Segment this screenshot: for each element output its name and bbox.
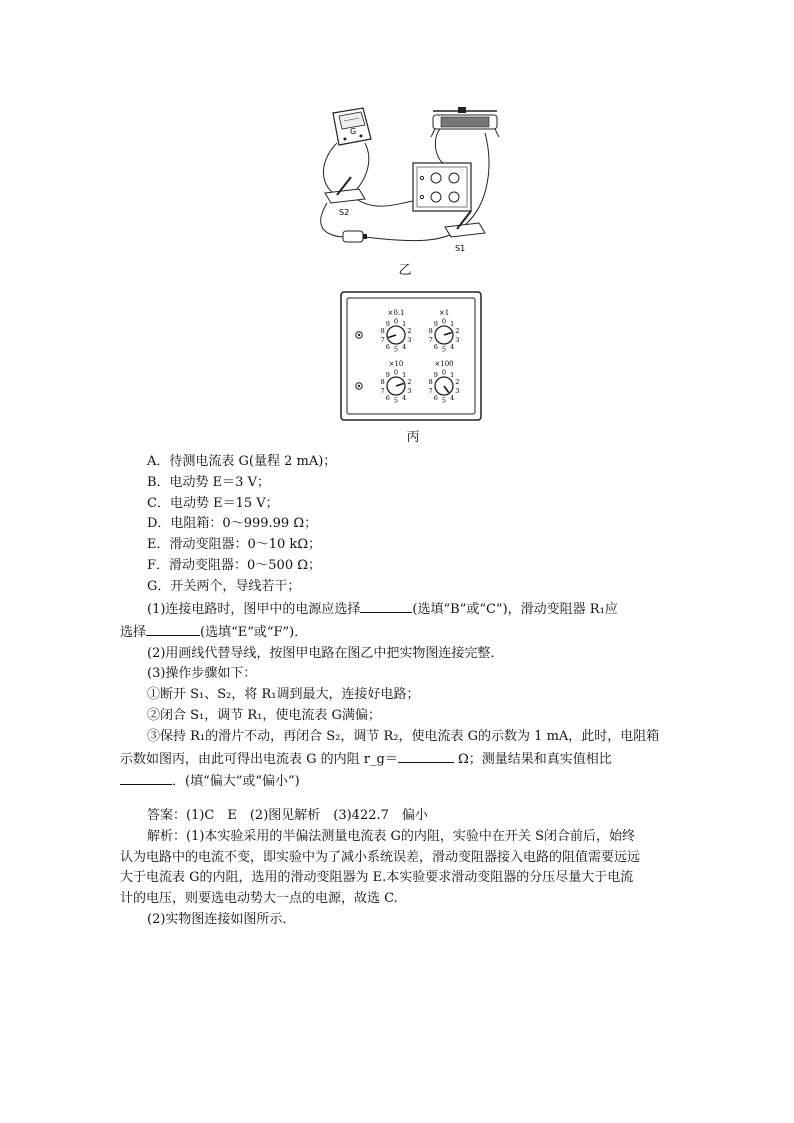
dial-digit: 5	[393, 345, 399, 354]
option-c: C．电动势 E＝15 V；	[147, 495, 279, 511]
wire	[355, 143, 369, 191]
analysis-line: 计的电压，则要选电动势大一点的电源，故选 C.	[120, 891, 398, 907]
dial-digit: 2	[407, 378, 412, 387]
analysis-line: 解析：(1)本实验采用的半偏法测量电流表 G的内阻，实验中在开关 S闭合前后，始终	[147, 828, 635, 844]
questions	[120, 598, 710, 793]
dial-digit: 6	[385, 393, 390, 402]
dial-digit: 8	[380, 378, 385, 387]
battery	[343, 231, 367, 242]
dial-digit: 0	[441, 368, 447, 377]
dial-digit: 9	[385, 320, 390, 329]
dial-multiplier-label: ×100	[434, 360, 454, 368]
answer-section	[120, 806, 710, 931]
dial-digit: 1	[402, 320, 407, 329]
question-3-step1: ①断开 S₁、S₂，将 R₁调到最大，连接好电路；	[147, 687, 420, 703]
dial-digit: 6	[433, 342, 438, 351]
option-d: D．电阻箱：0～999.99 Ω；	[147, 516, 318, 532]
galvanometer	[333, 108, 371, 145]
dial-digit: 4	[402, 342, 407, 351]
dial-multiplier-label: ×10	[388, 360, 404, 368]
dial-digit: 5	[441, 396, 447, 405]
answer-blank-2[interactable]	[146, 621, 200, 636]
dial-digit: 9	[433, 371, 438, 380]
dial-digit: 7	[380, 386, 385, 395]
dial-digit: 5	[393, 396, 399, 405]
option-f: F．滑动变阻器：0～500 Ω；	[147, 557, 322, 573]
dial-multiplier-label: ×1	[438, 309, 450, 317]
dial-digit: 7	[428, 386, 433, 395]
analysis-line: (2)实物图连接如图所示．	[147, 911, 296, 927]
question-2: (2)用画线代替导线，按图甲电路在图乙中把实物图连接完整．	[147, 645, 504, 661]
dial-digit: 2	[455, 378, 460, 387]
dial-digit: 6	[433, 393, 438, 402]
dial-digit: 1	[450, 320, 455, 329]
dial-digit: 3	[455, 335, 460, 344]
dial-digit: 8	[428, 378, 433, 387]
question-3-step3-cont: 示数如图丙，由此可得出电流表 G 的内阻 r_g＝ Ω；测量结果和真实值相比	[120, 748, 710, 771]
wire	[323, 143, 337, 195]
question-1-line2: 选择 (选填“E”或“F”)．	[120, 621, 710, 644]
circuit-diagram-yi	[315, 103, 505, 263]
option-a: A．待测电流表 G(量程 2 mA)；	[147, 454, 337, 469]
dial-digit: 7	[428, 335, 433, 344]
switch-s1-label: S1	[455, 244, 466, 253]
dial-digit: 9	[433, 320, 438, 329]
resistance-box-dials	[340, 291, 482, 421]
dial-digit: 3	[455, 386, 460, 395]
answer-blank-1[interactable]	[360, 598, 412, 613]
resistance-box-small	[413, 163, 471, 211]
dial-digit: 6	[385, 342, 390, 351]
dial-digit: 8	[380, 327, 385, 336]
option-g: G．开关两个，导线若干；	[147, 578, 301, 594]
switch-s2-label: S2	[339, 208, 350, 217]
question-3-intro: (3)操作步骤如下：	[147, 666, 257, 682]
dial-digit: 1	[450, 371, 455, 380]
analysis-line: 认为电路中的电流不变，即实验中为了减小系统误差，滑动变阻器接入电路的阻值需要远远	[120, 849, 641, 865]
question-1-line1: (1)连接电路时，图甲中的电源应选择 (选填“B”或“C”)，滑动变阻器 R₁应	[120, 598, 710, 621]
dial-digit: 5	[441, 345, 447, 354]
dial-digit: 1	[402, 371, 407, 380]
rheostat	[431, 107, 499, 137]
option-b: B．电动势 E＝3 V；	[147, 474, 270, 490]
galvanometer-label: G	[350, 127, 357, 136]
answer-blank-3[interactable]	[398, 748, 454, 763]
dial-digit: 4	[450, 393, 455, 402]
dial-digit: 0	[393, 317, 399, 326]
question-3-step2: ②闭合 S₁，调节 R₁，使电流表 G满偏；	[147, 707, 381, 723]
dial-digit: 9	[385, 371, 390, 380]
option-e: E．滑动变阻器：0～10 kΩ；	[147, 537, 322, 553]
dial-digit: 4	[450, 342, 455, 351]
wire	[435, 125, 445, 163]
answer-blank-4[interactable]	[120, 770, 172, 785]
dial-digit: 0	[393, 368, 399, 377]
dial-digit: 2	[407, 327, 412, 336]
switch-s2	[325, 177, 365, 217]
dial-multiplier-label: ×0.1	[387, 309, 405, 317]
dial-digit: 7	[380, 335, 385, 344]
answer: 答案：(1)C E (2)图见解析 (3)422.7 偏小	[147, 808, 428, 823]
question-3-step3-end: ．(填“偏大”或“偏小”)	[120, 770, 710, 793]
options-list	[120, 452, 710, 598]
dial-digit: 4	[402, 393, 407, 402]
dial-digit: 8	[428, 327, 433, 336]
dial-digit: 3	[407, 386, 412, 395]
dial-digit: 0	[441, 317, 447, 326]
figure-caption-yi: 乙	[398, 263, 412, 278]
wire	[365, 235, 450, 241]
analysis-line: 大于电流表 G的内阻，选用的滑动变阻器为 E.本实验要求滑动变阻器的分压尽量大于电流	[120, 870, 634, 886]
dial-digit: 2	[455, 327, 460, 336]
switch-s1	[445, 211, 485, 253]
question-3-step3: ③保持 R₁的滑片不动，再闭合 S₂，调节 R₂，使电流表 G的示数为 1 mA，此时，电阻箱	[147, 728, 660, 744]
dial-digit: 3	[407, 335, 412, 344]
figure-caption-bing: 丙	[406, 430, 420, 445]
